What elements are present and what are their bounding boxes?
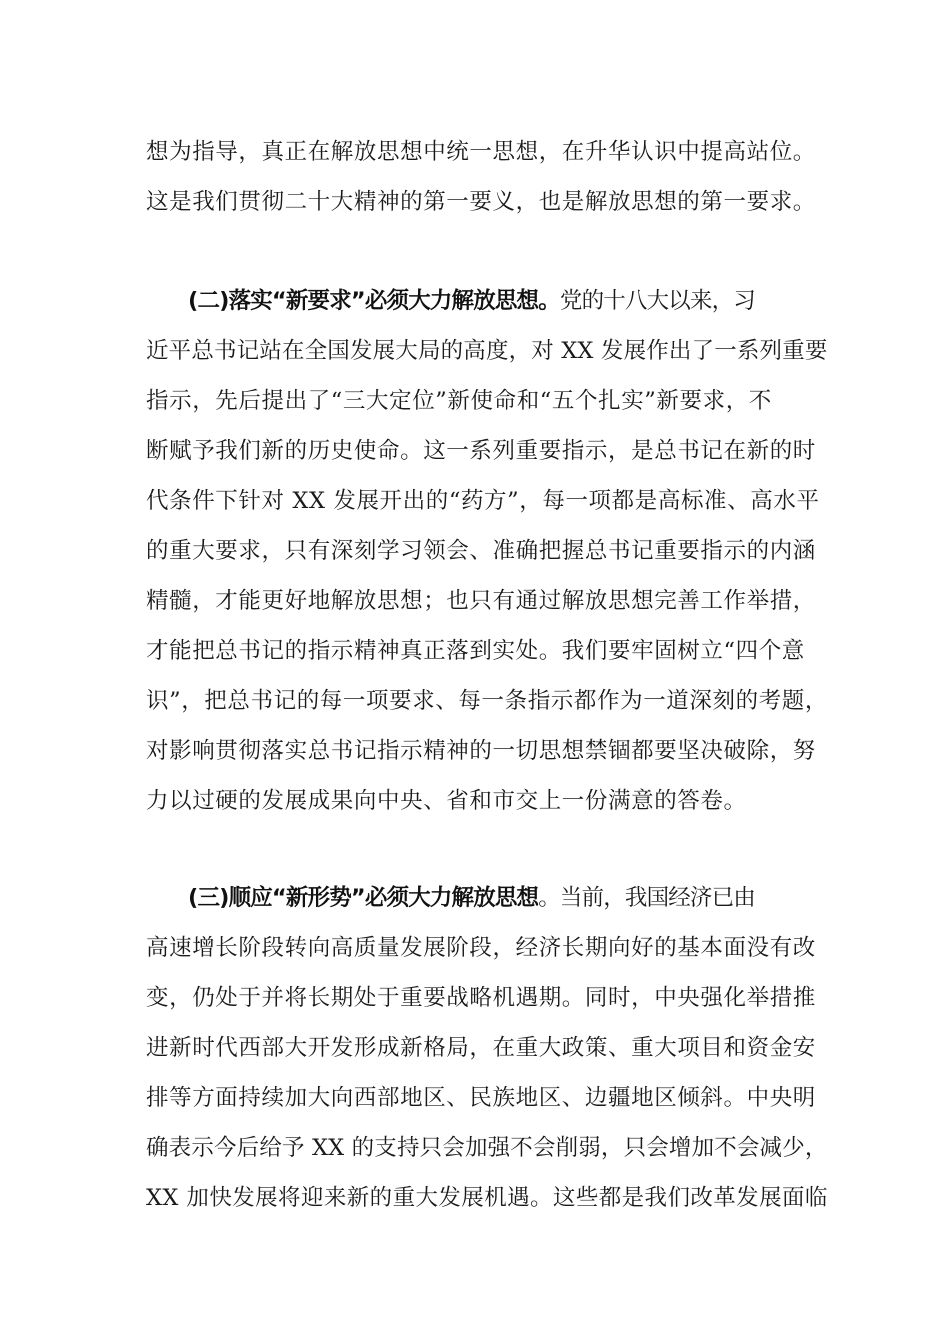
paragraph-2-first-line-text: 党的十八大以来，习 xyxy=(559,288,755,314)
paragraph-2-line: 断赋予我们新的历史使命。这一系列重要指示，是总书记在新的时 xyxy=(146,438,816,464)
paragraph-2-line: 近平总书记站在全国发展大局的高度，对 XX 发展作出了一系列重要 xyxy=(146,338,828,364)
paragraph-2-line: 对影响贯彻落实总书记指示精神的一切思想禁锢都要坚决破除，努 xyxy=(146,738,816,764)
paragraph-2-line: 精髓，才能更好地解放思想；也只有通过解放思想完善工作举措， xyxy=(146,588,816,614)
paragraph-2-first-line xyxy=(188,281,868,321)
paragraph-3-line: 进新时代西部大开发形成新格局，在重大政策、重大项目和资金安 xyxy=(146,1035,816,1061)
paragraph-3-line: XX 加快发展将迎来新的重大发展机遇。这些都是我们改革发展面临 xyxy=(146,1185,828,1211)
paragraph-3-first-line-text: 。当前，我国经济已由 xyxy=(538,885,755,911)
paragraph-3-heading: (三)顺应“新形势”必须大力解放思想 xyxy=(188,885,539,911)
paragraph-2-line: 才能把总书记的指示精神真正落到实处。我们要牢固树立“四个意 xyxy=(146,638,805,664)
paragraph-3-line: 排等方面持续加大向西部地区、民族地区、边疆地区倾斜。中央明 xyxy=(146,1085,816,1111)
paragraph-2-line: 指示，先后提出了“三大定位”新使命和“五个扎实”新要求，不 xyxy=(146,388,772,414)
paragraph-2-line: 的重大要求，只有深刻学习领会、准确把握总书记重要指示的内涵 xyxy=(146,538,816,564)
paragraph-3-line: 确表示今后给予 XX 的支持只会加强不会削弱，只会增加不会减少， xyxy=(146,1135,828,1161)
paragraph-2-line: 识”，把总书记的每一项要求、每一条指示都作为一道深刻的考题， xyxy=(146,688,829,714)
paragraph-1-line-1: 想为指导，真正在解放思想中统一思想，在升华认识中提高站位。 xyxy=(146,139,816,165)
paragraph-2-line: 力以过硬的发展成果向中央、省和市交上一份满意的答卷。 xyxy=(146,788,747,814)
paragraph-1-line-2: 这是我们贯彻二十大精神的第一要义，也是解放思想的第一要求。 xyxy=(146,189,816,215)
paragraph-2-heading: (二)落实“新要求”必须大力解放思想。 xyxy=(188,288,560,314)
paragraph-2-line: 代条件下针对 XX 发展开出的“药方”，每一项都是高标准、高水平 xyxy=(146,488,820,514)
paragraph-3-line: 高速增长阶段转向高质量发展阶段，经济长期向好的基本面没有改 xyxy=(146,935,816,961)
paragraph-3-first-line xyxy=(188,878,868,918)
paragraph-3-line: 变，仍处于并将长期处于重要战略机遇期。同时，中央强化举措推 xyxy=(146,985,816,1011)
